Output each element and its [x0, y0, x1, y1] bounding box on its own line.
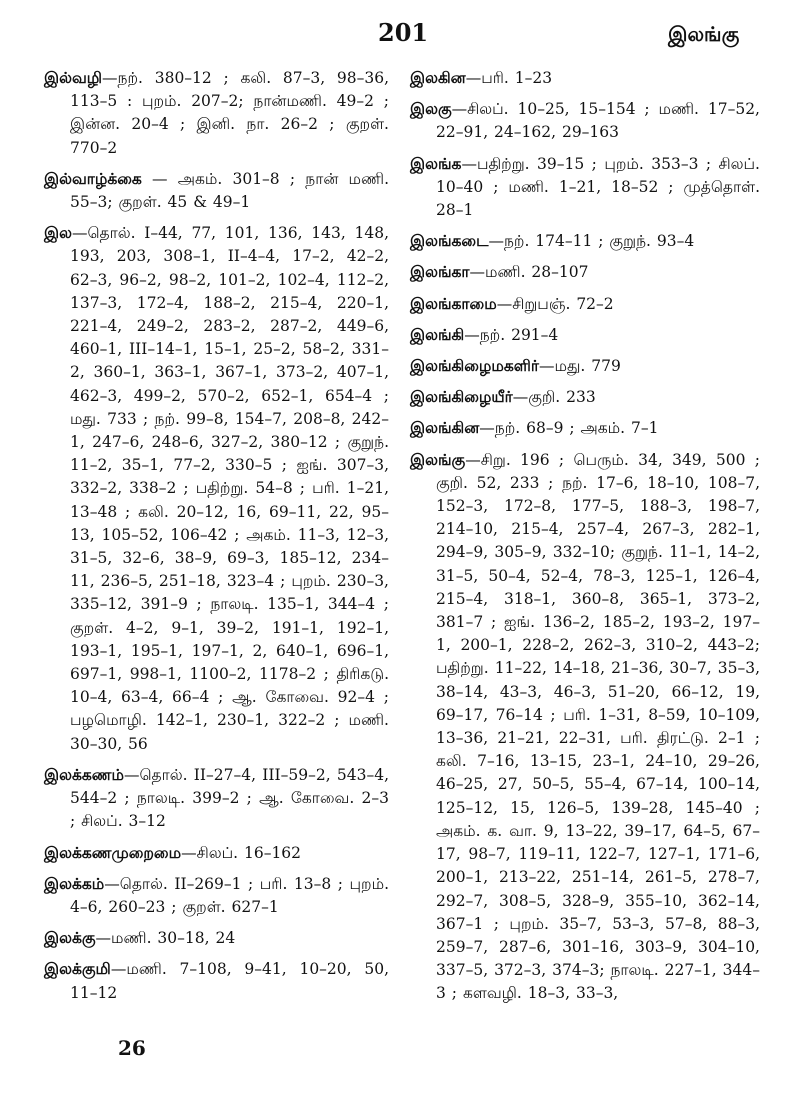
index-entry	[410, 385, 760, 409]
index-entry	[410, 448, 760, 1006]
index-entry	[410, 260, 760, 284]
index-entry	[410, 229, 760, 253]
index-entry	[410, 323, 760, 347]
index-entry	[410, 66, 760, 90]
index-entry	[410, 292, 760, 316]
entry-references: —சிலப். 16–162	[181, 843, 302, 862]
entry-references: —தொல். I–44, 77, 101, 136, 143, 148, 193, 203, 308–1, II–4–4, 17–2, 42–2, 62–3, 96–2, 98–2, 101–2, 102–4, 112–2, 137–3, 172–4, 188–2, 215–4, 220–1, 221–4, 249–2, 283–2, 287–2, 449–6, 460–1, III–14–1, 15–1, 25–2, 58–2, 331–2, 360–1, 363–1, 367–1, 373–2, 407–1, 462–3, 499–2, 570–2, 652–1, 654–4 ; மது. 733 ; நற். 99–8, 154–7, 208–8, 242–1, 247–6, 248–6, 327–2, 380–12 ; குறுந். 11–2, 35–1, 77–2, 330–5 ; ஐங். 307–3, 332–2, 338–2 ; பதிற்று. 54–8 ; பரி. 1–21, 13–48 ; கலி. 20–12, 16, 69–11, 22, 95–13, 105–52, 106–42 ; அகம். 11–3, 12–3, 31–5, 32–6, 38–9, 69–3, 185–12, 234–11, 236–5, 251–18, 323–4 ; புறம். 230–3, 335–12, 391–9 ; நாலடி. 135–1, 344–4 ; குறள். 4–2, 9–1, 39–2, 191–1, 192–1, 193–1, 195–1, 197–1, 2, 640–1, 696–1, 697–1, 998–1, 1100–2, 1178–2 ; திரிகடு. 10–4, 63–4, 66–4 ; ஆ. கோவை. 92–4 ; பழமொழி. 142–1, 230–1, 322–2 ; மணி. 30–30, 56	[70, 224, 389, 753]
entry-headword: இல்வழி	[44, 68, 103, 87]
entry-references: —தொல். II–269–1 ; பரி. 13–8 ; புறம். 4–6, 260–23 ; குறள். 627–1	[70, 874, 389, 916]
entry-references: —சிலப். 10–25, 15–154 ; மணி. 17–52, 22–91, 24–162, 29–163	[436, 100, 760, 142]
entry-headword: இல	[44, 223, 72, 243]
entry-references: —நற். 174–11 ; குறுந். 93–4	[488, 232, 695, 251]
entry-references: —நற். 68–9 ; அகம். 7–1	[479, 419, 659, 438]
entry-references: —சிறு. 196 ; பெரும். 34, 349, 500 ; குறி. 52, 233 ; நற். 17–6, 18–10, 108–7, 152–3, 172–8, 177–5, 188–3, 198–7, 214–10, 215–4, 257–4, 267–3, 282–1, 294–9, 305–9, 332–10; குறுந். 11–1, 14–2, 31–5, 50–4, 52–4, 78–3, 125–1, 126–4, 215–4, 318–1, 360–8, 365–1, 373–2, 381–7 ; ஐங். 136–2, 185–2, 193–2, 197–1, 200–1, 228–2, 262–3, 310–2, 443–2; பதிற்று. 11–22, 14–18, 21–36, 30–7, 35–3, 38–14, 43–3, 46–3, 51–20, 66–12, 19, 69–17, 76–14 ; பரி. 1–31, 8–59, 10–109, 13–36, 21–21, 22–31, பரி. திரட்டு. 2–1 ; கலி. 7–16, 13–15, 23–1, 24–10, 29–26, 46–25, 27, 50–5, 55–4, 67–14, 100–14, 125–12, 15, 126–5, 139–28, 145–40 ; அகம். க. வா. 9, 13–22, 39–17, 64–5, 67–17, 98–7, 119–11, 122–7, 127–1, 171–6, 200–1, 213–22, 251–14, 261–5, 278–7, 292–7, 308–5, 328–9, 355–10, 362–14, 367–1 ; புறம். 35–7, 53–3, 57–8, 88–3, 259–7, 287–6, 301–16, 303–9, 304–10, 337–5, 372–3, 374–3; நாலடி. 227–1, 344–3 ; களவழி. 18–3, 33–3,	[436, 450, 760, 1003]
signature-mark: 26	[118, 1036, 146, 1060]
index-entry	[410, 152, 760, 223]
entry-headword: இலங்க	[410, 153, 462, 173]
index-entry	[410, 97, 760, 144]
entry-headword: இலங்கிழைமகளிர்	[410, 356, 539, 376]
entry-references: —நற். 291–4	[464, 325, 559, 344]
index-entry	[44, 221, 389, 756]
entry-references: —நற். 380–12 ; கலி. 87–3, 98–36, 113–5 : புறம். 207–2; நான்மணி. 49–2 ; இன்ன. 20–4 ; இனி. நா. 26–2 ; குறள். 770–2	[70, 69, 389, 157]
index-entry	[44, 763, 389, 834]
entry-headword: இலகின	[410, 68, 466, 87]
entry-headword: இலங்காமை	[410, 293, 497, 313]
index-entry	[410, 416, 760, 440]
entry-headword: இலக்கு	[44, 928, 96, 948]
index-entry	[44, 66, 389, 160]
entry-references: —பரி. 1–23	[465, 69, 553, 87]
entry-headword: இலங்கா	[410, 262, 470, 282]
entry-headword: இலங்கி	[410, 324, 465, 344]
entry-headword: இலங்கு	[410, 449, 466, 469]
entry-references: —குறி. 233	[512, 388, 596, 407]
page-number: 201	[378, 18, 429, 47]
index-entry	[44, 872, 389, 919]
entry-headword: இலக்கம்	[44, 873, 105, 893]
index-entry	[44, 841, 389, 865]
entry-references: —மணி. 28–107	[469, 263, 589, 282]
entry-headword: இலங்கிழையீர்	[410, 387, 513, 407]
entry-headword: இலக்குமி	[44, 959, 111, 979]
running-head: இலங்கு	[668, 22, 740, 46]
entry-references: —மது. 779	[538, 357, 621, 376]
entry-references: —தொல். II–27–4, III–59–2, 543–4, 544–2 ; நாலடி. 399–2 ; ஆ. கோவை. 2–3 ; சிலப். 3–12	[70, 765, 389, 831]
entry-references: — அகம். 301–8 ; நான் மணி. 55–3; குறள். 45 & 49–1	[70, 169, 389, 212]
entry-headword: இலக்கணமுறைமை	[44, 842, 182, 862]
right-column	[410, 66, 760, 1013]
entry-references: —மணி. 30–18, 24	[95, 929, 236, 948]
index-entry	[44, 957, 389, 1004]
entry-headword: இலங்கின	[410, 418, 480, 438]
entry-references: —பதிற்று. 39–15 ; புறம். 353–3 ; சிலப். 10–40 ; மணி. 1–21, 18–52 ; முத்தொள். 28–1	[436, 154, 760, 220]
entry-headword: இல்வாழ்க்கை	[44, 168, 142, 188]
index-entry	[44, 167, 389, 214]
entry-headword: இலகு	[410, 99, 452, 119]
left-column	[44, 66, 389, 1012]
index-entry	[410, 354, 760, 378]
entry-headword: இலங்கடை	[410, 231, 489, 251]
index-entry	[44, 926, 389, 950]
entry-references: —சிறுபஞ். 72–2	[496, 294, 614, 313]
entry-headword: இலக்கணம்	[44, 764, 124, 784]
entry-references: —மணி. 7–108, 9–41, 10–20, 50, 11–12	[70, 960, 389, 1002]
